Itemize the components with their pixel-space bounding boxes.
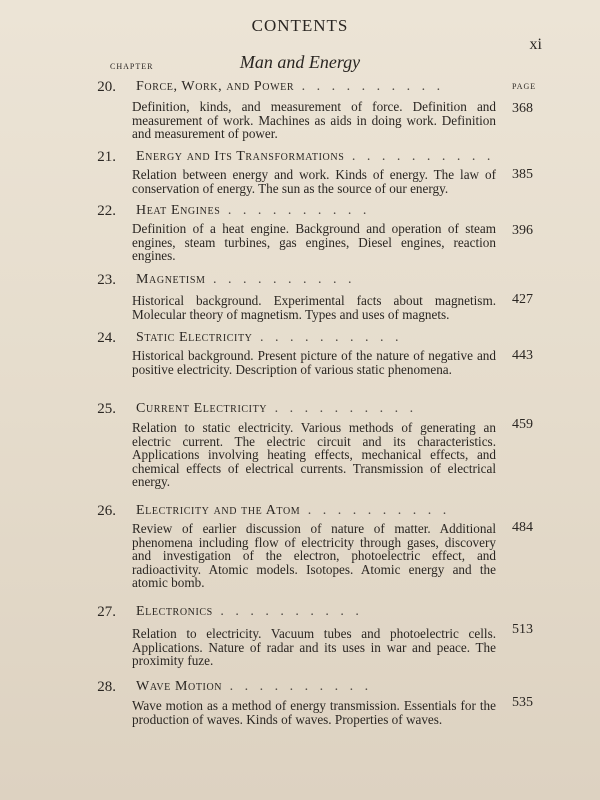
page-header-title: CONTENTS xyxy=(251,16,349,35)
chapter-description: Wave motion as a method of energy transmission. Essentials for the production of waves. Kinds of waves. Properties of waves. xyxy=(132,698,496,727)
chapter-page: 513 xyxy=(512,622,533,637)
chapter-title: Force, Work, and Power . . . xyxy=(136,79,444,95)
chapter-number: 28. xyxy=(97,679,116,695)
chapter-number: 25. xyxy=(97,401,116,417)
chapter-page: 396 xyxy=(512,223,533,238)
chapter-description: Relation between energy and work. Kinds of energy. The law of conservation of energy. The sun as the source of our energy. xyxy=(132,167,496,196)
chapter-description: Definition of a heat engine. Background and operation of steam engines, steam turbines, gas engines, Diesel engines, reaction engines. xyxy=(132,221,496,264)
page-number: xi xyxy=(529,36,542,53)
chapter-title: Heat Engines . . . xyxy=(136,203,370,219)
chapter-page: 535 xyxy=(512,695,533,710)
chapter-number: 21. xyxy=(97,149,116,165)
chapter-page: 368 xyxy=(512,101,533,116)
chapter-description: Definition, kinds, and measurement of force. Definition and measurement of work. Machines as aids in doing work. Definition and measurement of power. xyxy=(132,99,496,142)
chapter-number: 20. xyxy=(97,79,116,95)
chapter-page: 484 xyxy=(512,520,533,535)
chapter-description: Relation to static electricity. Various methods of generating an electric current. The electric circuit and its characteristics. Applications involving heating effects, mechanical effects, and chemical effects of electrical currents. Transmission of electrical energy. xyxy=(132,420,496,490)
chapter-page: 443 xyxy=(512,348,533,363)
chapter-description: Historical background. Present picture of the nature of negative and positive electricity. Description of various static phenomena. xyxy=(132,348,496,377)
chapter-description: Review of earlier discussion of nature of matter. Additional phenomena including flow of electricity through gases, discovery and investigation of the electron, photoelectric effect, and radioactivity. Atomic models. Isotopes. Atomic energy and the atomic bomb. xyxy=(132,521,496,591)
chapter-page: 459 xyxy=(512,417,533,432)
chapter-description: Relation to electricity. Vacuum tubes and photoelectric cells. Applications. Nature of radar and its uses in war and peace. The proximity fuze. xyxy=(132,626,496,669)
chapter-number: 27. xyxy=(97,604,116,620)
chapter-title: Static Electricity . . . xyxy=(136,330,403,346)
chapter-number: 22. xyxy=(97,203,116,219)
chapter-title: Magnetism . . . xyxy=(136,272,356,288)
chapter-number: 23. xyxy=(97,272,116,288)
chapter-page: 427 xyxy=(512,292,533,307)
chapter-number: 24. xyxy=(97,330,116,346)
chapter-title: Electronics . . . xyxy=(136,604,363,620)
chapter-title: Energy and Its Transformations . . . xyxy=(136,149,494,165)
chapter-column-label: CHAPTER xyxy=(110,62,154,71)
chapter-description: Historical background. Experimental facts about magnetism. Molecular theory of magnetism. Types and uses of magnets. xyxy=(132,293,496,322)
section-title: Man and Energy xyxy=(239,52,361,72)
page-column-label: PAGE xyxy=(512,82,537,91)
chapter-title: Current Electricity . . . xyxy=(136,401,417,417)
chapter-number: 26. xyxy=(97,503,116,519)
chapter-page: 385 xyxy=(512,167,533,182)
chapter-title: Wave Motion . . . xyxy=(136,679,372,695)
chapter-title: Electricity and the Atom . . . xyxy=(136,503,450,519)
